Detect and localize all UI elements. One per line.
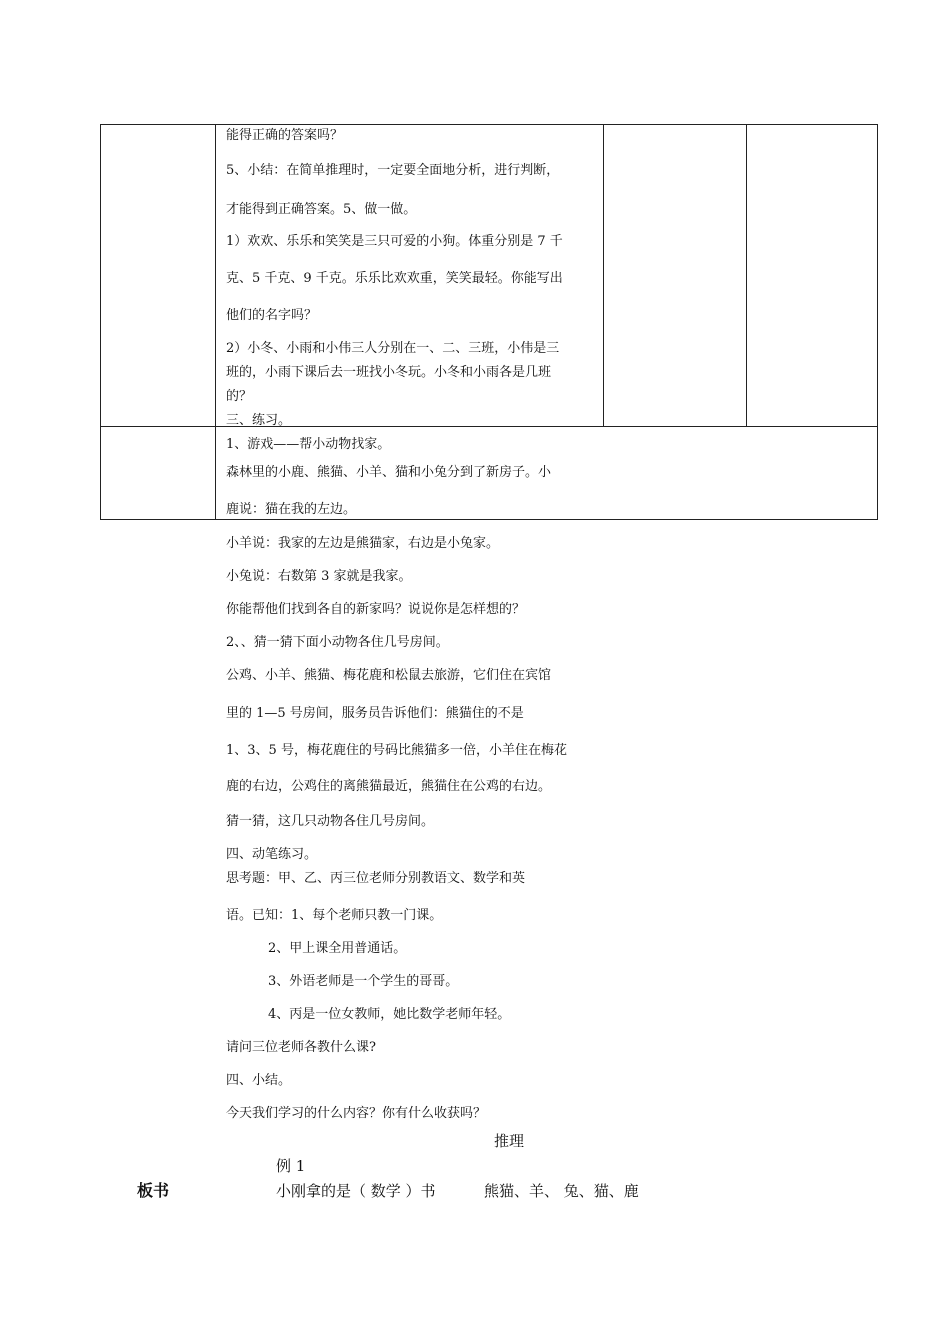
board-title: 推理	[494, 1132, 525, 1150]
content-line: 克、5 千克、9 千克。乐乐比欢欢重，笑笑最轻。你能写出	[226, 271, 563, 286]
content-line: 的？	[226, 389, 253, 404]
content-line: 他们的名字吗？	[226, 308, 318, 323]
content-line: 鹿的右边，公鸡住的离熊猫最近，熊猫住在公鸡的右边。	[226, 779, 552, 794]
table-row-divider	[100, 426, 878, 427]
table-column-divider-2	[603, 124, 604, 427]
table-column-divider-1	[215, 124, 216, 520]
content-line: 3、外语老师是一个学生的哥哥。	[268, 974, 459, 989]
content-line: 2）小冬、小雨和小伟三人分别在一、二、三班，小伟是三	[226, 341, 560, 356]
content-line: 你能帮他们找到各自的新家吗？说说你是怎样想的？	[226, 602, 526, 617]
content-line: 里的 1—5 号房间，服务员告诉他们：熊猫住的不是	[226, 706, 524, 721]
content-line: 班的，小雨下课后去一班找小冬玩。小冬和小雨各是几班	[226, 365, 552, 380]
content-line: 请问三位老师各教什么课?	[226, 1040, 376, 1055]
table-column-divider-3	[746, 124, 747, 427]
content-line: 森林里的小鹿、熊猫、小羊、猫和小兔分到了新房子。小	[226, 465, 552, 480]
content-line: 今天我们学习的什么内容？你有什么收获吗？	[226, 1106, 487, 1121]
board-label: 板书	[137, 1181, 170, 1200]
content-line: 三、练习。	[226, 413, 292, 428]
content-line: 小兔说：右数第 3 家就是我家。	[226, 569, 412, 584]
content-line: 语。已知：1、每个老师只教一门课。	[226, 908, 443, 923]
content-line: 能得正确的答案吗？	[226, 128, 344, 143]
table-border-left	[100, 124, 101, 520]
content-line: 2、、猜一猜下面小动物各住几号房间。	[226, 635, 449, 650]
lesson-table	[100, 124, 878, 520]
table-border-right	[877, 124, 878, 520]
content-line: 1、3、5 号，梅花鹿住的号码比熊猫多一倍，小羊住在梅花	[226, 743, 567, 758]
content-line: 才能得到正确答案。5、做一做。	[226, 202, 417, 217]
content-line: 猜一猜，这几只动物各住几号房间。	[226, 814, 435, 829]
content-line: 四、动笔练习。	[226, 847, 318, 862]
content-line: 1）欢欢、乐乐和笑笑是三只可爱的小狗。体重分别是 7 千	[226, 234, 563, 249]
content-line: 小羊说：我家的左边是熊猫家，右边是小兔家。	[226, 536, 500, 551]
content-line: 公鸡、小羊、熊猫、梅花鹿和松鼠去旅游，它们住在宾馆	[226, 668, 552, 683]
content-line: 鹿说：猫在我的左边。	[226, 502, 357, 517]
board-animals: 熊猫、羊、 兔、猫、鹿	[484, 1182, 639, 1200]
content-line: 5、小结：在简单推理时，一定要全面地分析，进行判断，	[226, 163, 560, 178]
board-answer-line: 小刚拿的是（ 数学 ）书	[276, 1182, 436, 1200]
content-line: 2、甲上课全用普通话。	[268, 941, 407, 956]
board-example: 例 1	[276, 1157, 306, 1175]
content-line: 1、游戏——帮小动物找家。	[226, 437, 391, 452]
content-line: 思考题：甲、乙、丙三位老师分别教语文、数学和英	[226, 871, 526, 886]
content-line: 4、丙是一位女教师，她比数学老师年轻。	[268, 1007, 511, 1022]
table-border-bottom	[100, 519, 878, 520]
table-border-top	[100, 124, 878, 125]
content-line: 四、小结。	[226, 1073, 292, 1088]
